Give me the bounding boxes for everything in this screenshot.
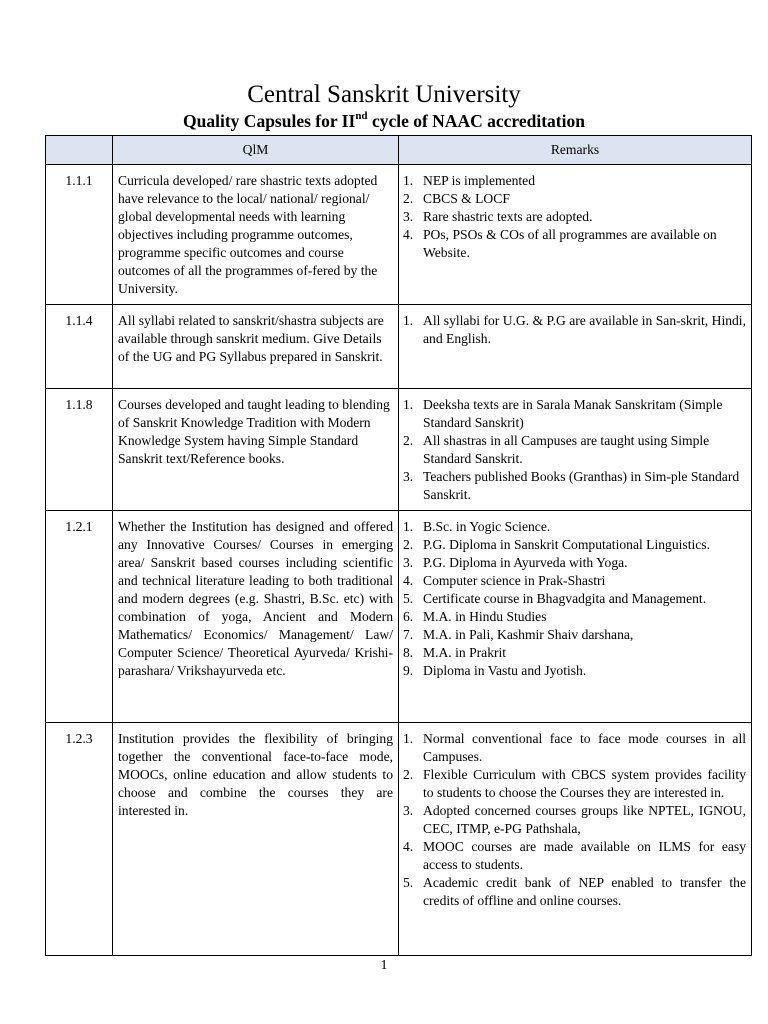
row-qim-text: Courses developed and taught leading to blending of Sanskrit Knowledge Tradition with Modern Knowledge System having Simple Standard Sanskrit text/Reference books. [113, 389, 399, 511]
row-qim-text: Whether the Institution has designed and offered any Innovative Courses/ Courses in emerging area/ Sanskrit based courses including scientific and technical literature leading to both traditional and modern degrees (e.g. Shastri, B.Sc. etc) with combination of yoga, Ancient and Modern Mathematics/ Economics/ Management/ Law/ Computer Science/ Theoretical Ayurveda/ Krishi-parashara/ Vrikshayurveda etc. [113, 511, 399, 723]
list-item: 3. Rare shastric texts are adopted. [403, 209, 593, 224]
list-item: 9. Diploma in Vastu and Jyotish. [403, 663, 587, 678]
document-subtitle [0, 110, 768, 132]
list-item: 3. Teachers published Books (Granthas) in Sim-ple Standard Sanskrit. [403, 469, 740, 502]
row-code: 1.2.3 [46, 723, 113, 956]
table-row [46, 511, 752, 723]
list-item: 2. CBCS & LOCF [403, 191, 510, 206]
row-remarks [399, 723, 752, 956]
subtitle-suffix: cycle of NAAC accreditation [367, 111, 585, 131]
document-title: Central Sanskrit University [247, 81, 521, 108]
header-code [46, 136, 113, 165]
row-code: 1.2.1 [46, 511, 113, 723]
quality-capsules-table [45, 135, 752, 956]
table-row [46, 389, 752, 511]
row-code: 1.1.4 [46, 305, 113, 389]
list-item: 5. Academic credit bank of NEP enabled to transfer the credits of offline and online courses. [403, 875, 746, 908]
header-qim: QlM [113, 136, 399, 165]
list-item: 3. P.G. Diploma in Ayurveda with Yoga. [403, 555, 628, 570]
list-item: 4. Computer science in Prak-Shastri [403, 573, 606, 588]
table-row [46, 723, 752, 956]
list-item: 1. Normal conventional face to face mode courses in all Campuses. [403, 731, 746, 764]
list-item: 1. NEP is implemented [403, 173, 536, 188]
row-remarks [399, 389, 752, 511]
row-qim-text: All syllabi related to sanskrit/shastra subjects are available through sanskrit medium. Give Details of the UG and PG Syllabus prepared in Sanskrit. [113, 305, 399, 389]
list-item: 1. All syllabi for U.G. & P.G are available in San-skrit, Hindi, and English. [403, 313, 746, 346]
row-remarks [399, 165, 752, 305]
row-qim-text: Institution provides the flexibility of bringing together the conventional face-to-face mode, MOOCs, online education and allow students to choose and combine the courses they are interested in. [113, 723, 399, 956]
subtitle-superscript: nd [355, 110, 368, 123]
list-item: 1. B.Sc. in Yogic Science. [403, 519, 551, 534]
list-item: 2. Flexible Curriculum with CBCS system provides facility to students to choose the Courses they are interested in. [403, 767, 746, 800]
header-remarks: Remarks [399, 136, 752, 165]
list-item: 2. All shastras in all Campuses are taught using Simple Standard Sanskrit. [403, 433, 710, 466]
row-code: 1.1.8 [46, 389, 113, 511]
list-item: 3. Adopted concerned courses groups like NPTEL, IGNOU, CEC, ITMP, e-PG Pathshala, [403, 803, 746, 836]
list-item: 4. POs, PSOs & COs of all programmes are available on Website. [403, 227, 717, 260]
row-remarks [399, 305, 752, 389]
list-item: 5. Certificate course in Bhagvadgita and Management. [403, 591, 707, 606]
row-remarks [399, 511, 752, 723]
page-number: 1 [380, 958, 388, 973]
table-row [46, 165, 752, 305]
list-item: 4. MOOC courses are made available on ILMS for easy access to students. [403, 839, 746, 872]
list-item: 1. Deeksha texts are in Sarala Manak Sanskritam (Simple Standard Sanskrit) [403, 397, 723, 430]
list-item: 6. M.A. in Hindu Studies [403, 609, 547, 624]
row-code: 1.1.1 [46, 165, 113, 305]
table-header-row [46, 136, 752, 165]
table-row [46, 305, 752, 389]
subtitle-prefix: Quality Capsules for II [183, 111, 356, 131]
list-item: 7. M.A. in Pali, Kashmir Shaiv darshana, [403, 627, 634, 642]
list-item: 2. P.G. Diploma in Sanskrit Computational Linguistics. [403, 537, 710, 552]
list-item: 8. M.A. in Prakrit [403, 645, 507, 660]
row-qim-text: Curricula developed/ rare shastric texts adopted have relevance to the local/ national/ regional/ global developmental needs with learning objectives including programme outcomes, programme specific outcomes and course outcomes of all the programmes of-fered by the University. [113, 165, 399, 305]
